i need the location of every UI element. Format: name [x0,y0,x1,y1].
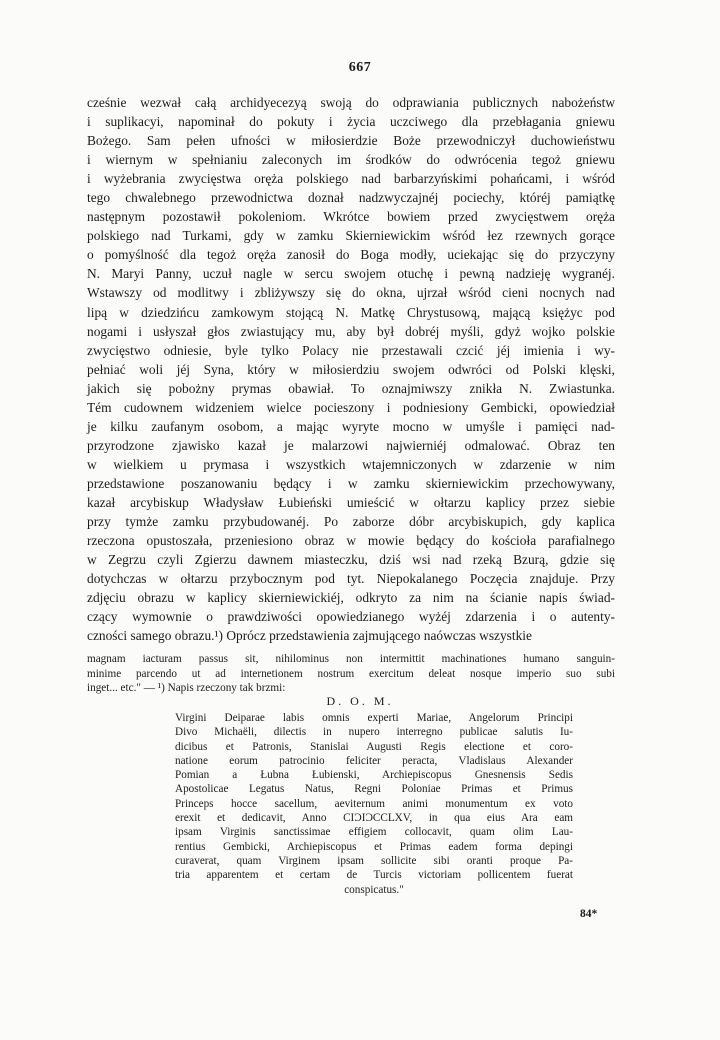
body-line: cześnie wezwał całą archidyecezyą swoją do odprawiania publicznych nabożeństw [87,95,615,110]
body-line: i suplikacyi, napominał do pokuty i życia uczciwego dla przebłagania gniewu [87,114,615,130]
inscription-line: erexit et dedicavit, Anno CIƆIƆCCLXV, in qua eius Ara eam [175,812,573,825]
body-line: i wiernym w spełnianiu zaleconych im środków do odwrócenia tegoż gniewu [87,152,615,168]
body-line: w Zegrzu czyli Zgierzu dawnem miasteczku, dziś wsi nad rzeką Bzurą, gdzie się [87,552,615,568]
footnote-line: inget... etc." — ¹) Napis rzeczony tak brzmi: [87,682,286,695]
main-body-text [87,93,615,645]
footnote-line: magnam iacturam passus sit, nihilominus non intermittit machinationes humano sanguin- [87,653,615,665]
body-line: pełniać woli jéj Syna, który w miłosierdziu swojem odwróci od Polski klęski, [87,361,615,377]
inscription-line: Virgini Deiparae labis omnis experti Mariae, Angelorum Principi [175,712,573,724]
body-line: Wstawszy od modlitwy i zbliżywszy się do okna, ujrzał wśród cieni nocnych nad [87,285,615,301]
body-line: polskiego nad Turkami, gdy w zamku Skierniewickim wśród łez rzewnych gorące [87,228,615,244]
body-line: tego chwalebnego przewodnictwa doznał nadzwyczajnéj pociechy, któréj pamiątkę [87,190,615,206]
body-line: czący wymownie o prawdziwości opowiedzianego wyżéj zdarzenia i o autenty- [87,609,615,625]
footnote-line: minime parcendo ut ad internetionem nostrum exercitum deleat nosque imperio suo subi [87,667,615,680]
inscription-line: Pomian a Łubna Łubienski, Archiepiscopus Gnesnensis Sedis [175,769,573,782]
body-line: nogami i usłyszał głos zwiastujący mu, aby był dobréj myśli, gdyż wojko polskie [87,323,615,339]
body-line: N. Maryi Panny, uczuł nagle w sercu swojem otuchę i pewną nadzieję wygranéj. [87,266,615,282]
inscription-line: ipsam Virginis sanctissimae effigiem collocavit, quam olim Lau- [175,826,573,839]
inscription-line: tria apparentem et certam de Turcis victoriam pollicentem fuerat [175,869,573,882]
body-line: rzeczona opustoszała, przeniesiono obraz w mowie będący do kościoła parafialnego [87,533,615,549]
inscription-line: Apostolicae Legatus Natus, Regni Poloniae Primas et Primus [175,783,573,796]
body-line: jakich się pobożny prymas obawiał. To oznajmiwszy znikła N. Zwiastunka. [87,380,615,396]
body-line: o pomyślność dla tegoż oręża zanosił do Boga modły, uciekając się do przyczyny [87,247,615,263]
body-line: czności samego obrazu.¹) Oprócz przedstawienia zajmującego naówczas wszystkie [87,628,532,644]
body-line: następnym pozostawił pokoleniom. Wkrótce bowiem przed zwycięstwem oręża [87,209,615,225]
body-line: przyrodzone zjawisko kazał je malarzowi najwierniéj odmalować. Obraz ten [87,437,615,453]
body-line: kazał arcybiskup Władysław Łubieński umieścić w ołtarzu kaplicy przez siebie [87,494,615,510]
body-line: w wielkiem u prymasa i wszystkich wtajemniczonych w zdarzenie w nim [87,456,615,472]
latin-inscription [175,711,573,897]
body-line: Bożego. Sam pełen ufności w miłosierdzie Boże przewodniczył duchowieństwu [87,133,615,149]
page-number: 667 [348,60,372,75]
inscription-line: natione eorum patrocinio feliciter peracta, Vladislaus Alexander [175,754,573,767]
footnotes [87,652,615,696]
inscription-line: curaverat, quam Virginem ipsam sollicite sibi oranti proque Pa- [175,854,573,867]
inscription-line: Divo Michaëli, dilectis in nupero interregno publicae salutis Iu- [175,726,573,739]
inscription-line: conspicatus." [344,883,404,896]
inscription-line: dicibus et Patronis, Stanislai Augusti Regis electione et coro- [175,740,573,753]
body-line: Tém cudownem widzeniem wielce pocieszony i podniesiony Gembicki, opowiedział [87,399,615,415]
body-line: zwycięstwo odniesie, byle tylko Polacy nie przestawali czcić jéj imienia i wy- [87,342,615,358]
body-line: i wyżebrania zwycięstwa oręża polskiego nad barbarzyńskimi pohańcami, i wśród [87,171,615,187]
inscription-line: rentius Gembicki, Archiepiscopus et Primas eadem forma depingi [175,840,573,853]
printer-signature-mark: 84* [580,908,598,920]
body-line: lipą w dziedzińcu zamkowym stojącą N. Matkę Chrystusową, mającą księżyc pod [87,304,615,320]
body-line: dotychczas w ołtarzu przybocznym pod tyt. Niepokalanego Poczęcia znajduje. Przy [87,571,615,587]
inscription-line: Princeps hocce sacellum, aeviternum animi monumentum ex voto [175,797,573,810]
body-line: zdjęciu obrazu w kaplicy skierniewickiéj, odkryto za nim na ścianie napis świad- [87,590,615,606]
inscription-heading: D. O. M. [326,694,394,708]
body-line: przedstawione poszanowaniu będący i w zamku skierniewickim przechowywany, [87,475,615,491]
body-line: przy tymże zamku przybudowanéj. Po zaborze dóbr arcybiskupich, gdy kaplica [87,514,615,530]
body-line: je kilku zaufanym osobom, a mając wyryte mocno w umyśle i pamięci nad- [87,418,615,434]
